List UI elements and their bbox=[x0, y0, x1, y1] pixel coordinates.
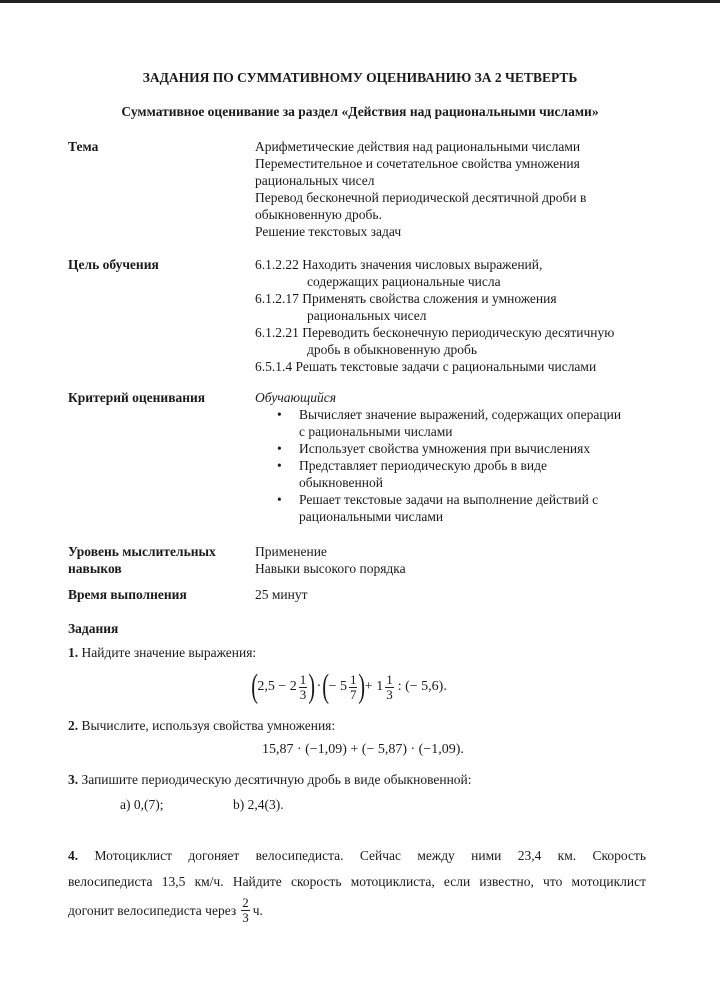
criteria-text: обыкновенной bbox=[299, 475, 383, 490]
topic-line: Переместительное и сочетательное свойства умножения bbox=[255, 156, 580, 171]
time-label: Время выполнения bbox=[68, 587, 187, 602]
expr-part: · bbox=[316, 679, 322, 694]
criteria-text: Вычисляет значение выражений, содержащих операции bbox=[299, 407, 622, 422]
denominator: 7 bbox=[349, 686, 357, 702]
goal-item: 6.1.2.17 Применять свойства сложения и умножения bbox=[255, 291, 557, 306]
paren-open: ( bbox=[251, 668, 259, 705]
goal-item-cont: дробь в обыкновенную дробь bbox=[307, 342, 478, 357]
denominator: 3 bbox=[386, 686, 393, 702]
task-text: Запишите периодическую десятичную дробь в виде обыкновенной: bbox=[81, 772, 472, 787]
level-value bbox=[255, 543, 665, 577]
task-1-expression bbox=[252, 666, 447, 708]
criteria-item bbox=[277, 457, 665, 491]
criteria-text: Решает текстовые задачи на выполнение действий с bbox=[299, 492, 599, 507]
task-2 bbox=[68, 717, 335, 734]
criteria-list bbox=[255, 406, 665, 525]
goal-label: Цель обучения bbox=[68, 257, 159, 272]
goal-item: 6.1.2.21 Переводить бесконечную периодическую десятичную bbox=[255, 325, 615, 340]
task-text: Найдите значение выражения: bbox=[81, 645, 257, 660]
level-value-line: Применение bbox=[255, 544, 327, 559]
document-title: ЗАДАНИЯ ПО СУММАТИВНОМУ ОЦЕНИВАНИЮ ЗА 2 ЧЕТВЕРТЬ bbox=[142, 70, 578, 85]
level-label bbox=[68, 543, 216, 577]
denominator: 3 bbox=[242, 910, 249, 925]
goal-item-cont: содержащих рациональные числа bbox=[307, 274, 501, 289]
criteria-text: Использует свойства умножения при вычислениях bbox=[299, 441, 591, 456]
tasks-heading: Задания bbox=[68, 621, 119, 636]
task-text: Мотоциклист догоняет велосипедиста. Сейчас между ними 23,4 км. Скорость bbox=[94, 848, 646, 863]
fraction bbox=[385, 673, 394, 702]
criteria-text: Представляет периодическую дробь в виде bbox=[299, 458, 547, 473]
topic-value bbox=[255, 138, 665, 240]
task-1 bbox=[68, 644, 256, 661]
paren-open: ( bbox=[322, 668, 330, 705]
task-4-line bbox=[68, 896, 263, 925]
task-4-line: велосипедиста 13,5 км/ч. Найдите скорость мотоциклиста, если известно, что мотоциклист bbox=[68, 874, 646, 889]
paren-close: ) bbox=[358, 668, 366, 705]
fraction bbox=[349, 673, 358, 702]
task-3-a: a) 0,(7); bbox=[120, 797, 164, 812]
task-4-line bbox=[68, 847, 646, 864]
bullet-icon: • bbox=[277, 407, 282, 422]
topic-line: Перевод бесконечной периодической десятичной дроби в bbox=[255, 190, 587, 205]
denominator: 3 bbox=[299, 686, 307, 702]
criteria-label: Критерий оценивания bbox=[68, 390, 206, 405]
numerator: 1 bbox=[299, 671, 307, 687]
level-label-line: Уровень мыслительных bbox=[68, 544, 216, 559]
criteria-text: рациональными числами bbox=[299, 509, 444, 524]
task-number: 1. bbox=[68, 645, 79, 660]
numerator: 1 bbox=[386, 671, 393, 687]
page-top-edge bbox=[0, 0, 720, 3]
numerator: 1 bbox=[349, 671, 357, 687]
task-2-expression: 15,87 · (−1,09) + (− 5,87) · (−1,09). bbox=[262, 742, 464, 757]
fraction bbox=[299, 673, 308, 702]
criteria-value bbox=[255, 389, 665, 525]
topic-label: Тема bbox=[68, 139, 99, 154]
goal-item: 6.5.1.4 Решать текстовые задачи с рациональными числами bbox=[255, 359, 597, 374]
paren-close: ) bbox=[308, 668, 316, 705]
fraction bbox=[241, 896, 250, 925]
goal-item: 6.1.2.22 Находить значения числовых выражений, bbox=[255, 257, 543, 272]
topic-line: рациональных чисел bbox=[255, 173, 375, 188]
criteria-intro: Обучающийся bbox=[255, 390, 337, 405]
topic-line: Арифметические действия над рациональными числами bbox=[255, 139, 581, 154]
task-number: 4. bbox=[68, 848, 79, 863]
task-number: 3. bbox=[68, 772, 79, 787]
expr-part: − 5 bbox=[328, 679, 347, 694]
criteria-text: с рациональными числами bbox=[299, 424, 453, 439]
task-number: 2. bbox=[68, 718, 79, 733]
task-text: ч. bbox=[252, 903, 263, 918]
criteria-item bbox=[277, 440, 665, 457]
goal-item-cont: рациональных чисел bbox=[307, 308, 427, 323]
criteria-item bbox=[277, 491, 665, 525]
bullet-icon: • bbox=[277, 441, 282, 456]
expr-part: : (− 5,6). bbox=[397, 679, 447, 694]
criteria-item bbox=[277, 406, 665, 440]
bullet-icon: • bbox=[277, 492, 282, 507]
numerator: 2 bbox=[242, 895, 249, 910]
goal-value bbox=[255, 256, 665, 375]
topic-line: Решение текстовых задач bbox=[255, 224, 402, 239]
bullet-icon: • bbox=[277, 458, 282, 473]
time-value: 25 минут bbox=[255, 587, 308, 602]
task-3-b: b) 2,4(3). bbox=[233, 797, 284, 812]
expr-part: + 1 bbox=[364, 679, 384, 694]
expr-part: 2,5 − 2 bbox=[257, 679, 297, 694]
task-text: Вычислите, используя свойства умножения: bbox=[81, 718, 336, 733]
topic-line: обыкновенную дробь. bbox=[255, 207, 382, 222]
level-value-line: Навыки высокого порядка bbox=[255, 561, 406, 576]
task-3 bbox=[68, 771, 472, 788]
task-text: догонит велосипедиста через bbox=[68, 903, 237, 918]
level-label-line: навыков bbox=[68, 561, 122, 576]
document-subtitle: Суммативное оценивание за раздел «Действия над рациональными числами» bbox=[121, 104, 599, 119]
